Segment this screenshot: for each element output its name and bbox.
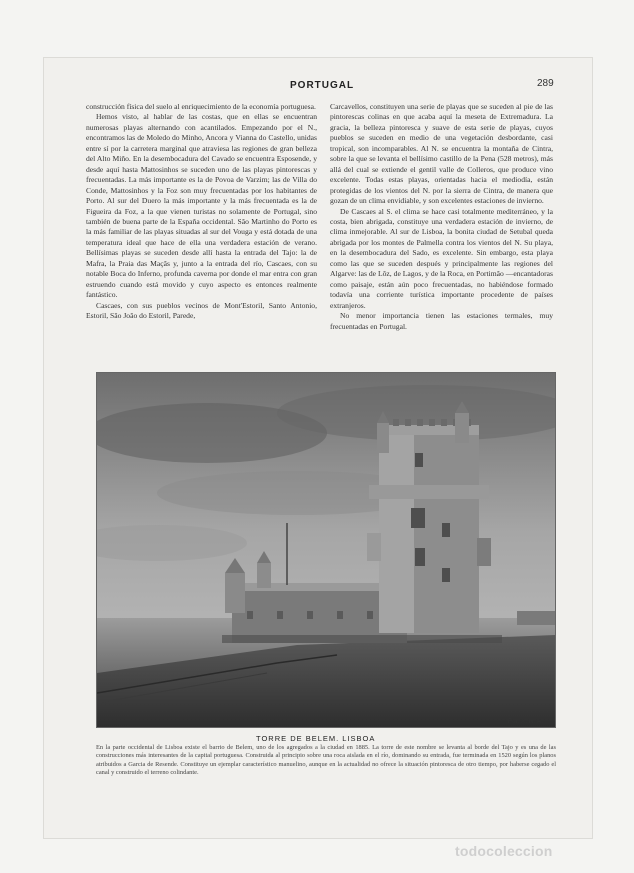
page-number: 289 [537,78,554,89]
paragraph: Cascaes, con sus pueblos vecinos de Mont'Estoril, Santo Antonio, Estoril, São João do Estoril, Parede, [86,300,317,321]
paragraph: construcción física del suelo al enriquecimiento de la economía portuguesa. [86,102,316,111]
page-header-title: PORTUGAL [290,80,355,91]
photo-caption-body: En la parte occidental de Lisboa existe el barrio de Belem, uno de los agregados a la ciudad en 1885. La torre de este nombre se levanta al borde del Tajo y es una de las construcciones más interesantes de la capital portuguesa. Construida al principio sobre una roca aislada en el río, dominando su entrada, fue terminada en 1520 según los planos atribuidos a Garcia de Resende. Constituye un ejemplar característico manuelino, aunque en la actualidad no ofrece la situación pintoresca de otro tiempo, por haberse cegado el canal y construido el terreno colindante. [96,744,556,776]
paragraph: Carcavellos, constituyen una serie de playas que se suceden al pie de las pintorescas colinas en que acaba aquí la meseta de Extremadura. La gracia, la belleza pintoresca y suave de esta serie de playas, cuyos pueblos se suceden en medio de una vegetación desbordante, casi tropical, son incomparables. Al N. se encuentra la montaña de Cintra, sobre la que se levanta el bellísimo castillo de la Pena (528 metros), más allá del cual se extiende el gentil valle de Colleros, que produce vino excelente. Todas estas playas, orientadas hacia el mediodía, están protegidas de los vientos del N. por la sierra de Cintra, de manera que gozan de un clima envidiable, y son excelentes estaciones de invierno. [330,102,553,206]
photo-credit: Fot. X. N. A. [508,718,544,725]
photo-caption-title: TORRE DE BELEM. LISBOA [256,734,376,743]
paragraph: Hemos visto, al hablar de las costas, que en ellas se encuentran numerosas playas alternando con acantilados. Empezando por el N., encontramos las de Moledo do Minho, Ancora y Vianna do Castello, unidas entre sí por la carretera marginal que atraviesa las regiones de gran belleza del Alto Miño. En la desembocadura del Cavado se encuentra Esposende, y desde aquí hasta Mattosinhos se suceden uno de las playas pintorescas y frecuentadas. La más importante es la de Povoa de Varzim; las de Villa do Conde, Mattosinhos y la Foz son muy frecuentadas por los habitantes de Porto. Al sur del Duero la más importante y la más frecuentada es la de Figueira da Foz, a la que vienen turistas no solamente de Portugal, sino también de buena parte de la España occidental. São Martinho do Porto es la más familiar de las playas situadas al sur del Vouga y está dotada de una temperatura ideal que hace de ella una verdadera estación de verano. Bellísimas playas se suceden desde allí hasta la entrada del Tajo: la de Mafra, la Praia das Maçãs y, junto a la entrada del río, Cascaes, con su notable Boca do Inferno, profunda caverna por donde el mar entra con gran estruendo cuando está movido y cuyo aspecto es entonces realmente fantástico. [86,112,317,300]
belem-tower-illustration [97,373,555,727]
paragraph: De Cascaes al S. el clima se hace casi totalmente mediterráneo, y la costa, bien abrigada, constituye una verdadera estación de invierno, de clima inmejorable. Al sur de Lisboa, la bonita ciudad de Setubal queda abrigada por los montes de Palmella contra los vientos del N. Su playa, en la desembocadura del Sado, es excelente. Sin embargo, esta playa como las que se suceden después y principalmente las regiones del Algarve: las de Lôz, de Lagos, y de la Roca, en Portimão —encantadoras como paisaje, están aún poco frecuentadas, no habiéndose formado todavía una corriente turística importante procedente de países extranjeros. [330,206,553,310]
text-column-right [330,102,553,364]
text-column-left [86,102,317,365]
paragraph: No menor importancia tienen las estaciones termales, muy frecuentadas en Portugal. [330,311,553,331]
watermark-logo: todocoleccion [455,843,553,859]
tower-photograph [96,372,556,728]
